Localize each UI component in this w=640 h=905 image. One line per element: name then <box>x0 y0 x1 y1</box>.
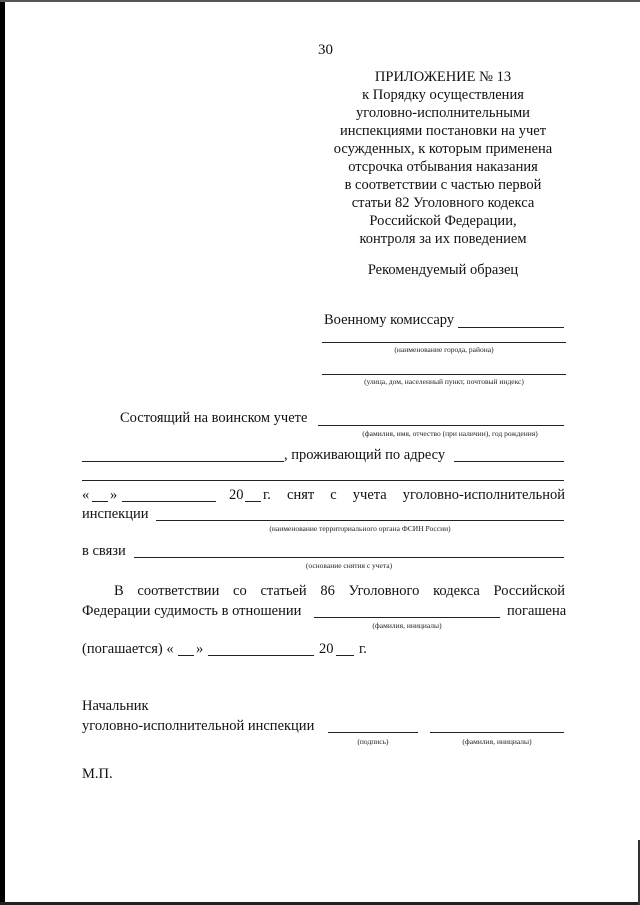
addressee-label: Военному комиссару <box>324 312 455 328</box>
paragraph-line-1-text: В соответствии со статьей 86 Уголовного кодекса Российской <box>114 583 565 599</box>
signature-title-line-1: Начальник <box>82 698 149 714</box>
page-number: 30 <box>318 42 333 58</box>
day-field[interactable] <box>92 501 108 502</box>
year-field[interactable] <box>245 501 261 502</box>
caption-signer-name: (фамилия, инициалы) <box>462 737 532 746</box>
header-line: инспекциями постановки на учет <box>339 123 547 139</box>
caption-name-initials: (фамилия, инициалы) <box>372 621 442 630</box>
header-line: в соответствии с частью первой <box>344 177 542 193</box>
paragraph-line-2-end: погашена <box>507 603 567 619</box>
caption-person: (фамилия, имя, отчество (при наличии), год рождения) <box>362 429 538 438</box>
header-line: отсрочка отбывания наказания <box>348 159 538 175</box>
repaid-suffix: г. <box>359 641 367 657</box>
header-line: Российской Федерации, <box>369 213 517 229</box>
header-line: статьи 82 Уголовного кодекса <box>351 195 535 211</box>
reason-field[interactable] <box>134 557 564 558</box>
removed-text-content: г. снят с учета уголовно-исполнительной <box>263 487 565 503</box>
reason-label: в связи <box>82 543 126 559</box>
repaid-label: (погашается) « <box>82 641 174 657</box>
sample-label: Рекомендуемый образец <box>367 262 519 278</box>
registered-label: Состоящий на воинском учете <box>120 410 308 426</box>
person-field[interactable] <box>318 425 564 426</box>
scan-border-top <box>0 0 640 2</box>
scan-border-left <box>0 0 5 905</box>
caption-reason: (основание снятия с учета) <box>305 561 393 570</box>
date-close-quote: » <box>110 487 118 503</box>
repaid-month-field[interactable] <box>208 655 314 656</box>
header-line: контроля за их поведением <box>359 231 527 247</box>
repaid-year-prefix: 20 <box>319 641 334 657</box>
inspection-field[interactable] <box>156 520 564 521</box>
stamp-placeholder: М.П. <box>82 766 113 782</box>
address-field[interactable] <box>322 374 566 375</box>
name-initials-field[interactable] <box>314 617 500 618</box>
paragraph-line-2-start: Федерации судимость в отношении <box>82 603 302 619</box>
person-continued-field[interactable] <box>82 461 284 462</box>
commissar-field[interactable] <box>458 327 564 328</box>
caption-address: (улица, дом, населенный пункт, почтовый индекс) <box>364 377 524 386</box>
header-line: уголовно-исполнительными <box>356 105 530 121</box>
caption-inspection: (наименование территориального органа ФСИН России) <box>269 524 451 533</box>
header-line: ПРИЛОЖЕНИЕ № 13 <box>374 69 512 85</box>
inspection-label: инспекции <box>82 506 149 522</box>
caption-signature: (подпись) <box>357 737 389 746</box>
repaid-day-field[interactable] <box>178 655 194 656</box>
removed-text <box>263 487 565 504</box>
signature-title-line-2: уголовно-исполнительной инспекции <box>82 718 315 734</box>
month-field[interactable] <box>122 501 216 502</box>
residing-label: , проживающий по адресу <box>284 447 446 463</box>
repaid-close-quote: » <box>196 641 204 657</box>
residence-field[interactable] <box>454 461 564 462</box>
date-open-quote: « <box>82 487 90 503</box>
repaid-year-field[interactable] <box>336 655 354 656</box>
year-prefix: 20 <box>229 487 244 503</box>
signature-field[interactable] <box>328 732 418 733</box>
signer-name-field[interactable] <box>430 732 564 733</box>
caption-city: (наименование города, района) <box>394 345 494 354</box>
header-line: к Порядку осуществления <box>362 87 524 103</box>
city-district-field[interactable] <box>322 342 566 343</box>
appendix-header <box>318 68 568 248</box>
header-line: осужденных, к которым применена <box>333 141 553 157</box>
residence-continued-field[interactable] <box>82 480 564 481</box>
paragraph-line-1 <box>114 583 565 600</box>
